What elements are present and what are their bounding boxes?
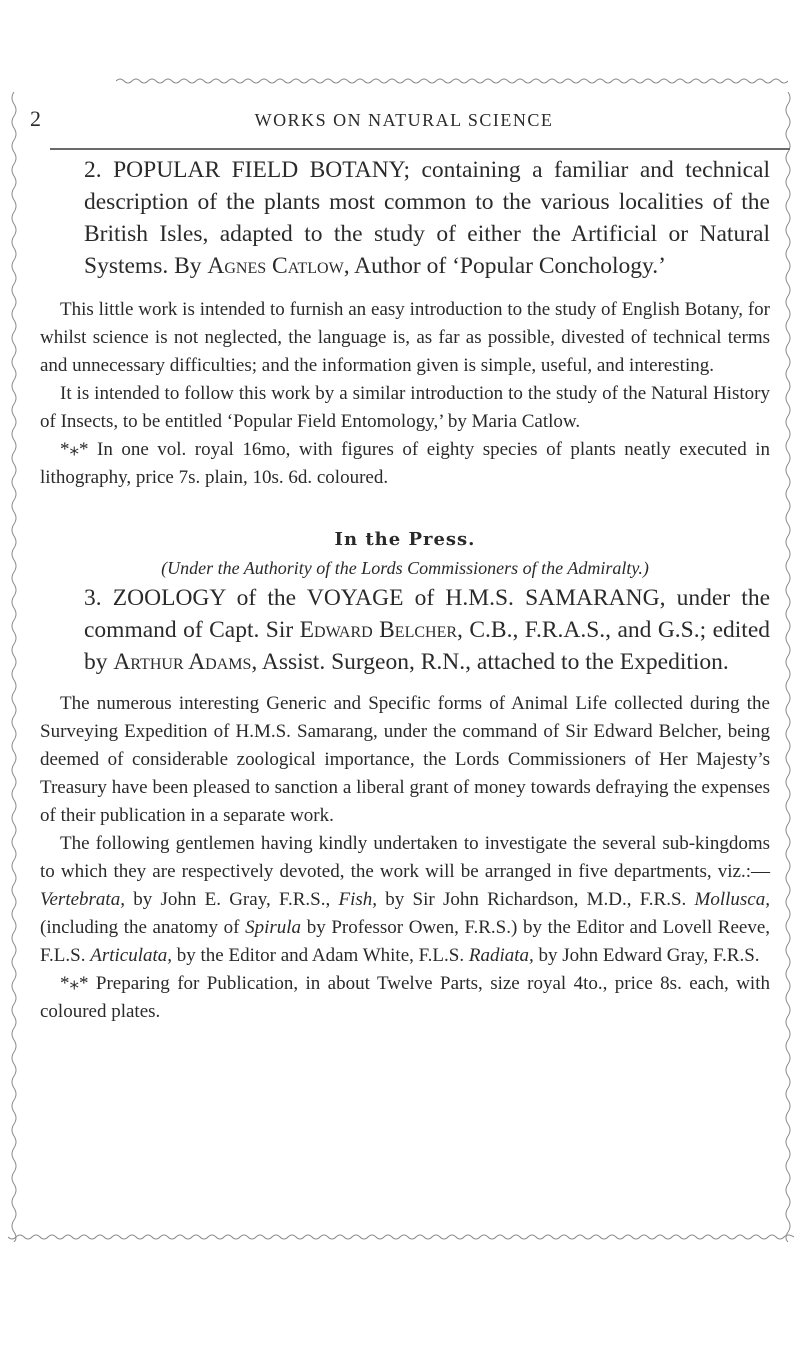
page-number: 2 <box>30 106 41 131</box>
in-the-press-heading: In the Press. <box>334 529 476 550</box>
entry-2-description: containing a familiar and technical description of the plants most common to the various localities of the British Isles, adapted to the study of either the Artificial or Natural Systems. By <box>84 157 771 279</box>
top-wavy-border <box>116 76 788 86</box>
entry-3-line-b: C.B., F.R.A.S., and G.S.; edited by <box>84 617 771 675</box>
department-vertebrata: Vertebrata, <box>40 889 125 910</box>
entry-3-line-c: Assist. Surgeon, R.N., attached to the Expedition. <box>261 649 729 675</box>
genus-spirula: Spirula <box>245 917 302 938</box>
entry-2-paragraph-2: It is intended to follow this work by a similar introduction to the study of the Natural History of Insects, to be entitled ‘Popular Field Entomology,’ by Maria Catlow. <box>40 383 770 432</box>
para2-text-e: by Professor Owen, F.R.S.) by the Editor and Lovell Reeve, F.L.S. <box>40 917 771 966</box>
para2-text-c: by Sir John Richardson, M.D., F.R.S. <box>385 889 687 910</box>
entry-2-heading <box>84 154 770 282</box>
entry-2-number: 2. <box>84 157 102 183</box>
right-wavy-border <box>782 92 794 1242</box>
entry-3-heading <box>84 582 770 678</box>
para2-text-b: by John E. Gray, F.R.S., <box>133 889 331 910</box>
admiralty-authority-note: (Under the Authority of the Lords Commissioners of the Admiralty.) <box>161 558 649 578</box>
entry-3-name-belcher: Edward Belcher, <box>299 617 463 643</box>
entry-2-author-note: Author of ‘Popular Conchology.’ <box>354 253 666 279</box>
entry-3-line-a: under the command of Capt. Sir <box>84 585 771 643</box>
entry-2-author: Agnes Catlow, <box>207 253 350 279</box>
page-content <box>40 154 770 1026</box>
entry-2-title: POPULAR FIELD BOTANY; <box>113 157 411 183</box>
entry-3-title: ZOOLOGY of the VOYAGE of H.M.S. SAMARANG, <box>112 585 666 611</box>
entry-3-name-adams: Arthur Adams, <box>113 649 258 675</box>
department-fish: Fish, <box>338 889 378 910</box>
entry-2-paragraph-1: This little work is intended to furnish an easy introduction to the study of English Botany, for whilst science is not neglected, the language is, as far as possible, divested of technical terms and unnecessary difficulties; and the information given is simple, useful, and interesting. <box>40 299 770 376</box>
para2-text-a: The following gentlemen having kindly undertaken to investigate the several sub-kingdoms to which they are respectively devoted, the work will be arranged in five departments, viz.:— <box>40 833 770 882</box>
department-articulata: Articulata, <box>90 945 173 966</box>
entry-3-paragraph-1: The numerous interesting Generic and Specific forms of Animal Life collected during the Surveying Expedition of H.M.S. Samarang, under the command of Sir Edward Belcher, being deemed of considerable zoological importance, the Lords Commissioners of Her Majesty’s Treasury have been pleased to sanction a liberal grant of money towards defraying the expenses of their publication in a separate work. <box>40 693 770 826</box>
para2-text-f: by the Editor and Adam White, F.L.S. <box>176 945 465 966</box>
para2-text-g: by John Edward Gray, F.R.S. <box>538 945 760 966</box>
entry-3-paragraph-2 <box>40 830 770 970</box>
header-rule <box>50 148 790 150</box>
running-head: WORKS ON NATURAL SCIENCE <box>254 110 554 130</box>
page-header <box>18 106 790 136</box>
entry-3-number: 3. <box>84 585 102 611</box>
left-wavy-border <box>8 92 20 1242</box>
bottom-wavy-border <box>8 1232 794 1242</box>
entry-2-paragraph-3: *⁎* In one vol. royal 16mo, with figures of eighty species of plants neatly executed in lithography, price 7s. plain, 10s. 6d. coloured. <box>40 439 770 488</box>
department-radiata: Radiata, <box>468 945 534 966</box>
para2-text-d: (including the anatomy of <box>40 917 240 938</box>
entry-3-paragraph-3: *⁎* Preparing for Publication, in about Twelve Parts, size royal 4to., price 8s. each, with coloured plates. <box>40 973 770 1022</box>
department-mollusca: Mollusca, <box>694 889 770 910</box>
